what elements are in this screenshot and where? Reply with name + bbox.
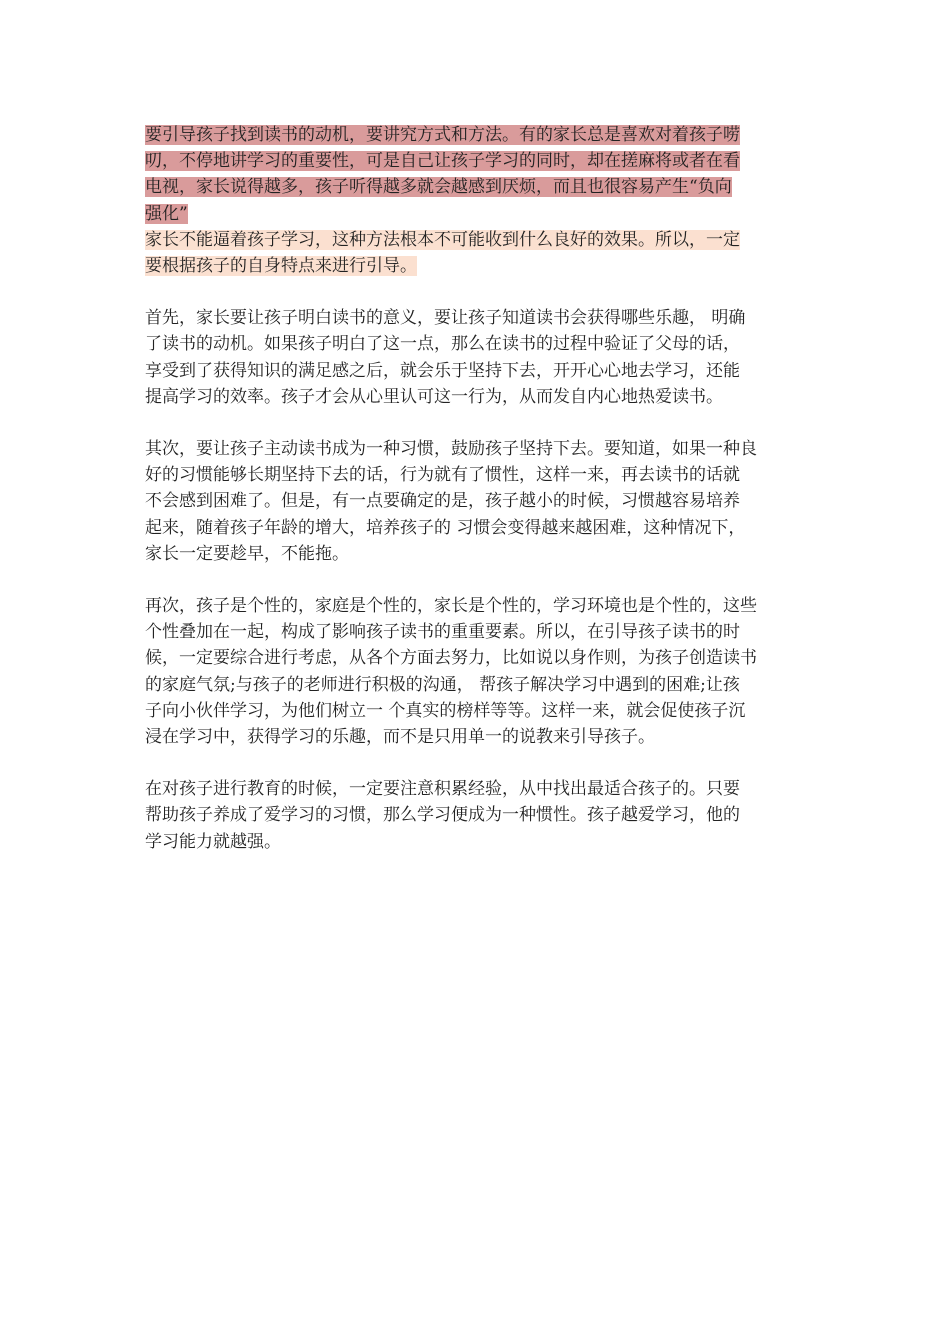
highlighted-line: 叨，不停地讲学习的重要性，可是自己让孩子学习的同时，却在搓麻将或者在看 xyxy=(145,151,740,172)
highlighted-line: 要根据孩子的自身特点来进行引导。 xyxy=(145,256,417,277)
paragraph-second xyxy=(145,436,810,567)
text-line: 再次，孩子是个性的，家庭是个性的，家长是个性的，学习环境也是个性的，这些 xyxy=(145,596,757,617)
text-line: 帮助孩子养成了爱学习的习惯，那么学习便成为一种惯性。孩子越爱学习，他的 xyxy=(145,805,740,826)
text-line: 的家庭气氛;与孩子的老师进行积极的沟通， 帮孩子解决学习中遇到的困难;让孩 xyxy=(145,674,740,695)
highlighted-line: 电视，家长说得越多，孩子听得越多就会越感到厌烦，而且也很容易产生“负向 xyxy=(145,177,732,198)
text-line: 其次，要让孩子主动读书成为一种习惯，鼓励孩子坚持下去。要知道，如果一种良 xyxy=(145,439,757,460)
highlighted-intro xyxy=(145,122,810,279)
paragraph-conclusion xyxy=(145,776,810,855)
text-line: 提高学习的效率。孩子才会从心里认可这一行为，从而发自内心地热爱读书。 xyxy=(145,386,723,407)
text-line: 首先，家长要让孩子明白读书的意义，要让孩子知道读书会获得哪些乐趣， 明确 xyxy=(145,308,746,329)
text-line: 个性叠加在一起，构成了影响孩子读书的重重要素。所以，在引导孩子读书的时 xyxy=(145,622,740,643)
text-line: 好的习惯能够长期坚持下去的话，行为就有了惯性，这样一来，再去读书的话就 xyxy=(145,465,740,486)
highlighted-line: 要引导孩子找到读书的动机，要讲究方式和方法。有的家长总是喜欢对着孩子唠 xyxy=(145,125,740,145)
text-line: 在对孩子进行教育的时候，一定要注意积累经验，从中找出最适合孩子的。只要 xyxy=(145,779,740,800)
text-line: 不会感到困难了。但是，有一点要确定的是，孩子越小的时候，习惯越容易培养 xyxy=(145,491,740,512)
text-line: 家长一定要趁早，不能拖。 xyxy=(145,543,349,564)
highlighted-line: 强化” xyxy=(145,203,188,224)
paragraph-first xyxy=(145,305,810,410)
text-line: 浸在学习中，获得学习的乐趣，而不是只用单一的说教来引导孩子。 xyxy=(145,727,655,748)
text-line: 学习能力就越强。 xyxy=(145,831,281,852)
highlighted-line: 家长不能逼着孩子学习，这种方法根本不可能收到什么良好的效果。所以，一定 xyxy=(145,229,740,250)
paragraph-third xyxy=(145,593,810,750)
document-page xyxy=(145,122,810,881)
text-line: 起来，随着孩子年龄的增大，培养孩子的 习惯会变得越来越困难，这种情况下， xyxy=(145,517,746,538)
text-line: 子向小伙伴学习，为他们树立一 个真实的榜样等等。这样一来，就会促使孩子沉 xyxy=(145,700,746,721)
text-line: 享受到了获得知识的满足感之后，就会乐于坚持下去，开开心心地去学习，还能 xyxy=(145,360,740,381)
text-line: 了读书的动机。如果孩子明白了这一点，那么在读书的过程中验证了父母的话， xyxy=(145,334,740,355)
text-line: 候，一定要综合进行考虑，从各个方面去努力，比如说以身作则，为孩子创造读书 xyxy=(145,648,757,669)
